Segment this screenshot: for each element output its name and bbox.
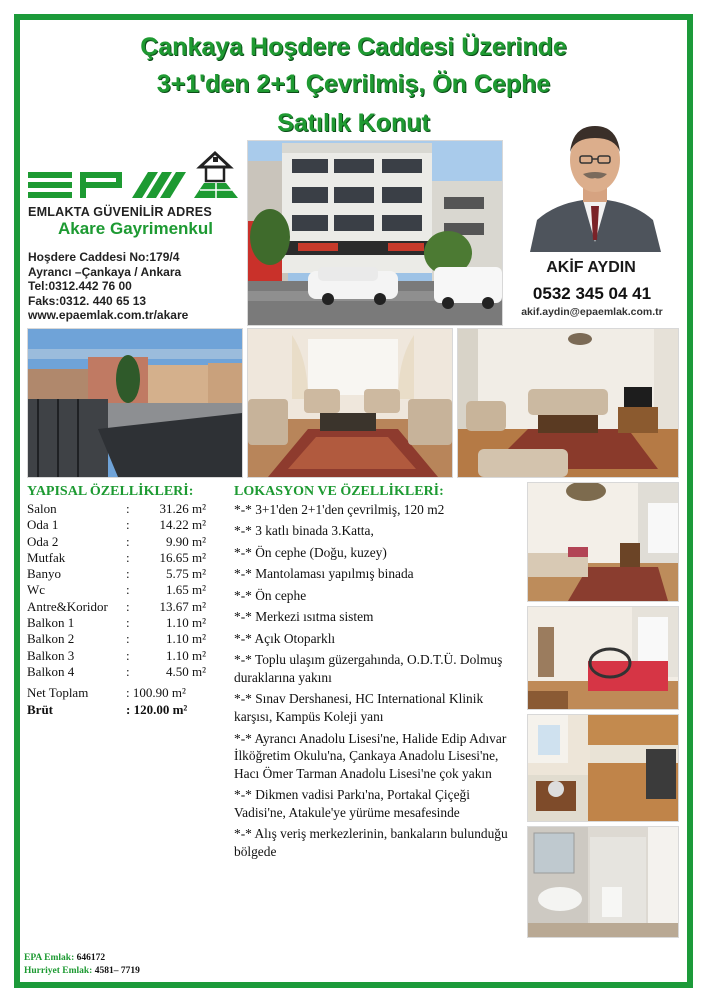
- location-feature-item: *-* Ön cephe (Doğu, kuzey): [234, 544, 387, 560]
- structural-heading: YAPISAL ÖZELLİKLERİ:: [27, 484, 194, 499]
- room-size-value: 14.22 m²: [159, 517, 206, 533]
- room-label: Oda 2: [27, 533, 59, 549]
- room-separator: :: [126, 647, 130, 663]
- room-separator: :: [126, 598, 130, 614]
- agent-phone[interactable]: 0532 345 04 41: [532, 284, 652, 303]
- agent-photo: [525, 112, 665, 252]
- room-label: Balkon 4: [27, 663, 75, 679]
- net-total-value: : 100.90 m²: [126, 685, 186, 700]
- room-size-value: 13.67 m²: [159, 598, 206, 614]
- office-name: Akare Gayrimenkul: [58, 219, 213, 238]
- bathroom-photo: [527, 826, 679, 938]
- location-feature-item: *-* Alış veriş merkezlerinin, bankaların bulunduğu bölgede: [234, 826, 508, 859]
- location-feature-item: *-* Ön cephe: [234, 587, 307, 603]
- location-feature-item: *-* Toplu ulaşım güzergahında, O.D.T.Ü. Dolmuş duraklarına yakını: [234, 652, 503, 685]
- agent-name: AKİF AYDIN: [546, 259, 636, 276]
- net-total-label: Net Toplam: [27, 685, 89, 700]
- location-feature-item: *-* Açık Otoparklı: [234, 630, 336, 646]
- room-separator: :: [126, 517, 130, 533]
- epa-logo: [28, 145, 244, 207]
- bedroom-photo-2: [527, 606, 679, 710]
- location-feature-item: *-* Ayrancı Anadolu Lisesi'ne, Halide Edip Adıvar İlköğretim Okulu'na, Çankaya Anadolu Lisesi'ne, Hacı Ömer Tarman Anadolu Lisesi'ne çok yakın: [234, 730, 507, 781]
- room-separator: :: [126, 533, 130, 549]
- room-size-value: 9.90 m²: [165, 533, 206, 549]
- room-size-value: 5.75 m²: [165, 566, 206, 582]
- hurriyet-listing-number: [24, 966, 140, 976]
- listing-title-line2: 3+1'den 2+1 Çevrilmiş, Ön Cephe: [156, 70, 551, 98]
- room-label: Balkon 2: [27, 631, 75, 647]
- location-heading: LOKASYON VE ÖZELLİKLERİ:: [234, 484, 444, 499]
- location-feature-list: [234, 501, 516, 864]
- room-separator: :: [126, 501, 130, 516]
- gross-total-label: Brüt: [27, 702, 53, 717]
- location-feature-item: *-* Sınav Dershanesi, HC International Klinik karşısı, Kampüs Koleji yanı: [234, 691, 484, 725]
- fax-line: Faks:0312. 440 65 13: [28, 293, 147, 308]
- room-size-row: [27, 501, 206, 517]
- room-separator: :: [126, 663, 130, 679]
- room-separator: :: [126, 631, 130, 647]
- epa-logo-graphic: [28, 145, 244, 207]
- room-label: Oda 1: [27, 517, 59, 533]
- room-size-row: [27, 615, 206, 631]
- address-line2: Ayrancı –Çankaya / Ankara: [28, 264, 182, 279]
- living-room-photo: [247, 328, 453, 478]
- contact-block: [28, 250, 188, 323]
- phone-line: Tel:0312.442 76 00: [28, 279, 132, 294]
- room-size-value: 1.65 m²: [165, 582, 206, 598]
- gross-total-row: [27, 701, 187, 718]
- building-photo: [247, 140, 503, 326]
- room-label: Balkon 3: [27, 647, 75, 663]
- room-size-row: [27, 534, 206, 550]
- location-feature-item: *-* 3 katlı binada 3.Katta,: [234, 523, 374, 539]
- listing-title-line1: Çankaya Hoşdere Caddesi Üzerinde: [140, 33, 567, 61]
- room-size-value: 1.10 m²: [165, 631, 206, 647]
- website-link[interactable]: www.epaemlak.com.tr/akare: [28, 308, 189, 323]
- room-size-row: [27, 599, 206, 615]
- room-separator: :: [126, 566, 130, 582]
- room-size-row: [27, 550, 206, 566]
- room-label: Wc: [27, 582, 46, 598]
- totals-table: [27, 684, 187, 718]
- bedroom-photo-1: [527, 482, 679, 602]
- agent-email[interactable]: akif.aydin@epaemlak.com.tr: [521, 306, 663, 318]
- room-label: Balkon 1: [27, 615, 75, 631]
- room-size-row: [27, 582, 206, 598]
- room-separator: :: [126, 582, 130, 598]
- hurriyet-listing-label: Hurriyet Emlak:: [24, 966, 93, 976]
- address-line1: Hoşdere Caddesi No:179/4: [28, 250, 180, 264]
- room-size-value: 31.26 m²: [159, 501, 206, 516]
- room-size-row: [27, 566, 206, 582]
- net-total-row: [27, 684, 187, 701]
- gross-total-value: : 120.00 m²: [126, 702, 188, 717]
- balcony-view-photo: [27, 328, 243, 478]
- hurriyet-listing-value: 4581– 7719: [94, 966, 140, 976]
- room-size-table: [27, 501, 206, 680]
- room-size-row: [27, 517, 206, 533]
- room-size-row: [27, 664, 206, 680]
- brand-tagline: EMLAKTA GÜVENİLİR ADRES: [28, 205, 212, 219]
- epa-listing-value: 646172: [76, 953, 106, 963]
- room-size-row: [27, 631, 206, 647]
- location-feature-item: *-* Mantolaması yapılmış binada: [234, 566, 414, 582]
- room-size-value: 4.50 m²: [165, 663, 206, 679]
- room-size-value: 1.10 m²: [165, 647, 206, 663]
- room-separator: :: [126, 615, 130, 631]
- room-separator: :: [126, 549, 130, 565]
- room-size-value: 16.65 m²: [159, 549, 206, 565]
- room-size-value: 1.10 m²: [165, 615, 206, 631]
- room-label: Banyo: [27, 566, 61, 582]
- epa-listing-label: EPA Emlak:: [24, 953, 75, 963]
- room-label: Antre&Koridor: [27, 598, 108, 614]
- room-label: Salon: [27, 501, 57, 516]
- listing-title-line3: Satılık Konut: [277, 109, 430, 137]
- room-size-row: [27, 648, 206, 664]
- location-feature-item: *-* 3+1'den 2+1'den çevrilmiş, 120 m2: [234, 502, 445, 517]
- house-icon: [194, 153, 238, 198]
- sitting-room-photo: [457, 328, 679, 478]
- room-label: Mutfak: [27, 549, 66, 565]
- kitchen-photo: [527, 714, 679, 822]
- location-feature-item: *-* Dikmen vadisi Parkı'na, Portakal Çiçeği Vadisi'ne, Atakule'ye yürüme mesafesinde: [234, 787, 470, 820]
- epa-listing-number: [24, 953, 105, 963]
- location-feature-item: *-* Merkezi ısıtma sistem: [234, 609, 374, 625]
